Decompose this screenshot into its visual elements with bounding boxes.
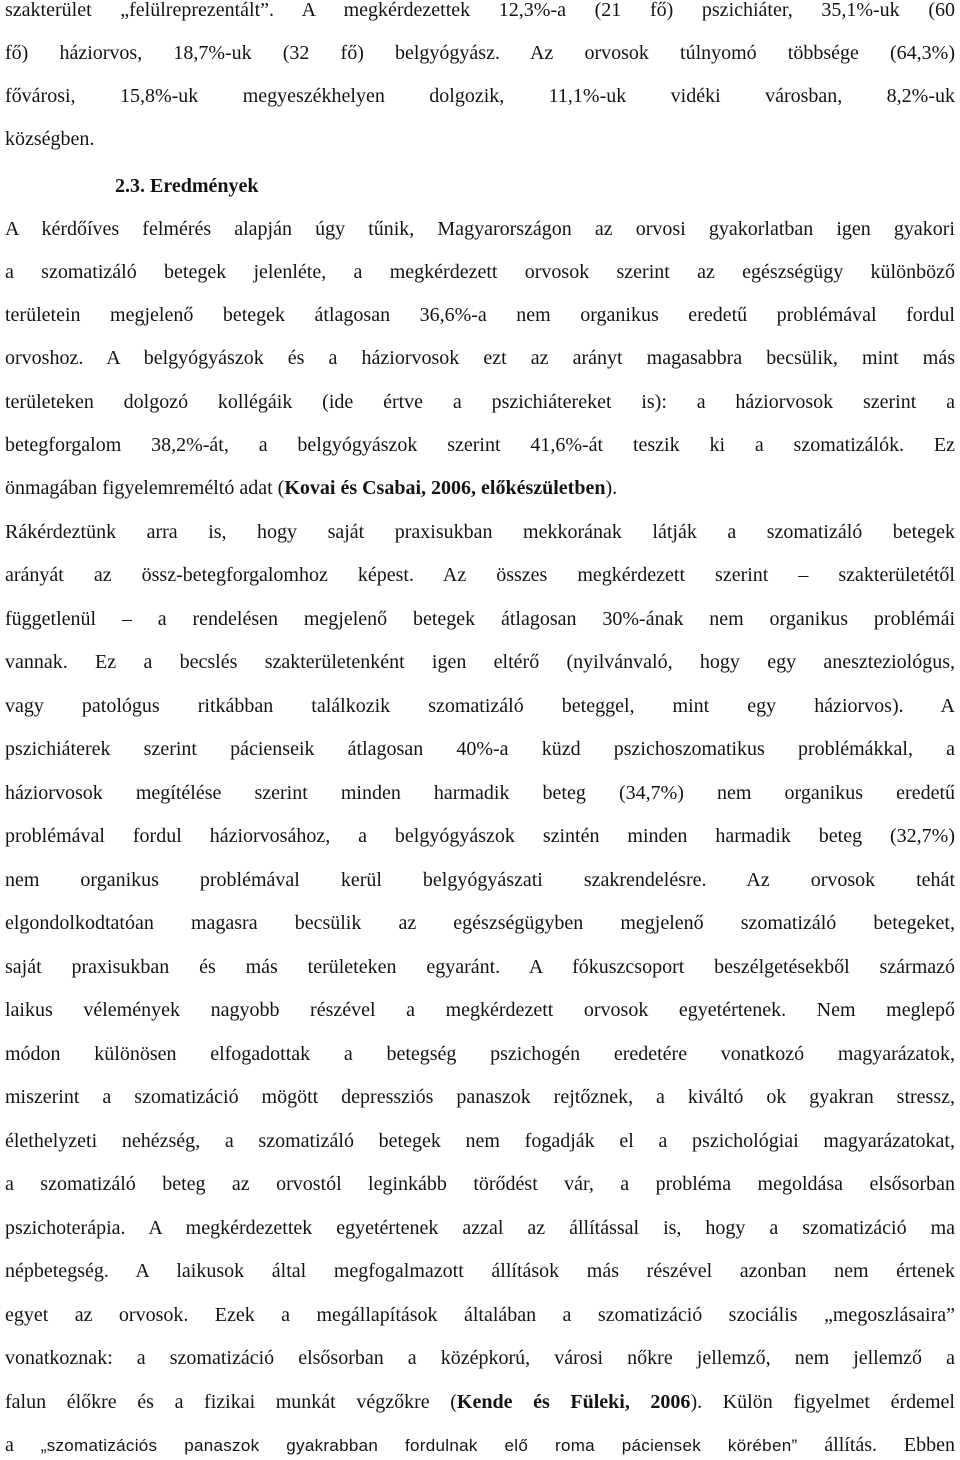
text-line: laikus vélemények nagyobb részével a megkérdezett orvosok egyetértenek. Nem meglepő	[5, 999, 955, 1021]
text-line: függetlenül – a rendelésen megjelenő betegek átlagosan 30%-ának nem organikus problémái	[5, 608, 955, 630]
citation: Kovai és Csabai, 2006, előkészületben	[284, 477, 606, 499]
text-line: pszichiáterek szerint pácienseik átlagosan 40%-a küzd pszichoszomatikus problémákkal, a	[5, 738, 955, 760]
text-line: népbetegség. A laikusok által megfogalmazott állítások más részével azonban nem értenek	[5, 1260, 955, 1282]
text-line: elgondolkodtatóan magasra becsülik az egészségügyben megjelenő szomatizáló betegeket,	[5, 912, 955, 934]
text-line	[5, 1388, 955, 1416]
text-span: falun élőkre és a fizikai munkát végzőkre (	[5, 1391, 457, 1413]
text-line: fő) háziorvos, 18,7%-uk (32 fő) belgyógyász. Az orvosok túlnyomó többsége (64,3%)	[5, 42, 955, 64]
text-line: a szomatizáló beteg az orvostól leginkább törődést vár, a probléma megoldása elsősorban	[5, 1173, 955, 1195]
text-line: betegforgalom 38,2%-át, a belgyógyászok szerint 41,6%-át teszik ki a szomatizálók. Ez	[5, 434, 955, 456]
text-span: a	[5, 1434, 41, 1456]
text-line: pszichoterápia. A megkérdezettek egyetértenek azzal az állítással is, hogy a szomatizáció ma	[5, 1217, 955, 1239]
text-line: területeken dolgozó kollégáik (ide értve a pszichiátereket is): a háziorvosok szerint a	[5, 391, 955, 413]
text-line	[5, 1431, 955, 1459]
text-line: vagy patológus ritkábban találkozik szomatizáló beteggel, mint egy háziorvos). A	[5, 695, 955, 717]
text-line: módon különösen elfogadottak a betegség pszichogén eredetére vonatkozó magyarázatok,	[5, 1043, 955, 1065]
text-line: élethelyzeti nehézség, a szomatizáló betegek nem fogadják el a pszichológiai magyarázatokat,	[5, 1130, 955, 1152]
text-line: vannak. Ez a becslés szakterületenként igen eltérő (nyilvánvaló, hogy egy aneszteziológus,	[5, 651, 955, 673]
section-heading: 2.3. Eredmények	[115, 175, 259, 197]
text-line: nem organikus problémával kerül belgyógyászati szakrendelésre. Az orvosok tehát	[5, 869, 955, 891]
quoted-statement: „szomatizációs panaszok gyakrabban fordulnak elő roma páciensek körében”	[40, 1436, 798, 1455]
text-line: a szomatizáló betegek jelenléte, a megkérdezett orvosok szerint az egészségügy különböző	[5, 261, 955, 283]
text-line: fővárosi, 15,8%-uk megyeszékhelyen dolgozik, 11,1%-uk vidéki városban, 8,2%-uk	[5, 85, 955, 107]
text-line: saját praxisukban és más területeken egyaránt. A fókuszcsoport beszélgetésekből származó	[5, 956, 955, 978]
text-line	[5, 474, 955, 502]
text-line: vonatkoznak: a szomatizáció elsősorban a középkorú, városi nőkre jellemző, nem jellemző a	[5, 1347, 955, 1369]
text-line: szakterület „felülreprezentált”. A megkérdezettek 12,3%-a (21 fő) pszichiáter, 35,1%-uk (60	[5, 0, 955, 21]
citation: Kende és Füleki, 2006	[456, 1391, 691, 1413]
text-span: önmagában figyelemreméltó adat (	[5, 477, 285, 499]
text-line: területein megjelenő betegek átlagosan 36,6%-a nem organikus eredetű problémával fordul	[5, 304, 955, 326]
text-line: orvoshoz. A belgyógyászok és a háziorvosok ezt az arányt magasabbra becsülik, mint más	[5, 347, 955, 369]
text-line: arányát az össz-betegforgalomhoz képest. Az összes megkérdezett szerint – szakterületétől	[5, 564, 955, 586]
text-span: ).	[605, 477, 618, 499]
text-line: miszerint a szomatizáció mögött depressziós panaszok rejtőznek, a kiváltó ok gyakran stressz,	[5, 1086, 955, 1108]
text-span: ). Külön figyelmet érdemel	[690, 1391, 955, 1413]
text-line: Rákérdeztünk arra is, hogy saját praxisukban mekkorának látják a szomatizáló betegek	[5, 521, 955, 543]
text-span: állítás. Ebben	[797, 1434, 955, 1456]
text-line: egyet az orvosok. Ezek a megállapítások általában a szomatizáció szociális „megoszlásaira”	[5, 1304, 955, 1326]
text-line: problémával fordul háziorvosához, a belgyógyászok szintén minden harmadik beteg (32,7%)	[5, 825, 955, 847]
text-line: A kérdőíves felmérés alapján úgy tűnik, Magyarországon az orvosi gyakorlatban igen gyakori	[5, 218, 955, 240]
text-line: községben.	[5, 128, 95, 150]
text-line: háziorvosok megítélése szerint minden harmadik beteg (34,7%) nem organikus eredetű	[5, 782, 955, 804]
